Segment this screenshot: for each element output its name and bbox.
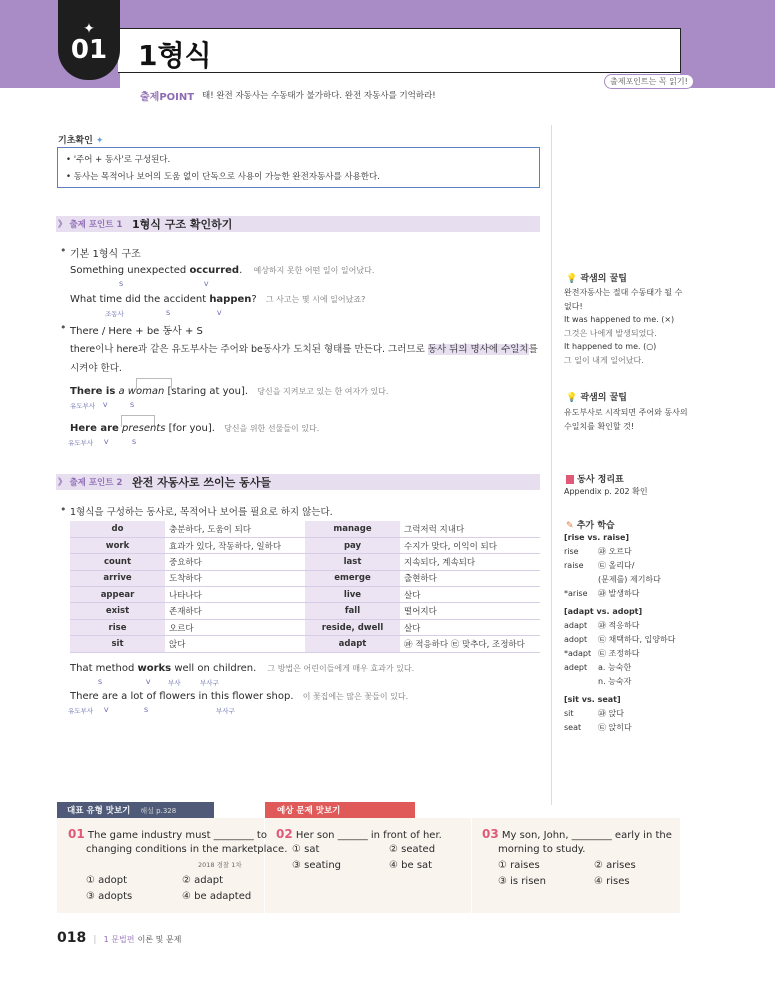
extra-group-row: seat ㉫ 앉히다 — [564, 723, 632, 732]
meaning-cell: 출현하다 — [400, 570, 540, 586]
grammar-label: 부사 — [168, 679, 181, 687]
verb-cell: exist — [70, 603, 165, 619]
extra-group-row: adopt ㉫ 채택하다, 입양하다 — [564, 635, 676, 644]
extra-group-row: sit ㉺ 앉다 — [564, 709, 624, 718]
extra-group-row: *arise ㉺ 발생하다 — [564, 589, 640, 598]
bullet: • — [60, 244, 67, 257]
verb-cell: last — [305, 554, 400, 570]
verb-table-row — [70, 587, 540, 603]
verb-cell: do — [70, 521, 165, 537]
grammar-label: V — [146, 678, 151, 686]
grammar-label: 조동사 — [105, 310, 124, 318]
example-4: Here are presents [for you]. 당신을 위한 선물들이 있다. — [70, 423, 320, 434]
question-divider — [471, 818, 472, 913]
extra-group-title: [adapt vs. adopt] — [564, 607, 643, 616]
basics-item: • 동사는 목적어나 보어의 도움 없이 단독으로 사용이 가능한 완전자동사를 사용한다. — [66, 172, 380, 182]
grammar-label: 유도부사 — [68, 707, 94, 715]
footer-section2: 이론 및 문제 — [137, 935, 182, 944]
page-title: 1형식 — [138, 39, 212, 72]
point1-sub1: 기본 1형식 구조 — [70, 249, 141, 260]
point2-header — [56, 474, 540, 490]
chapter-number-badge — [58, 0, 120, 80]
verb-table — [70, 521, 540, 653]
chapter-number: 01 — [70, 35, 108, 65]
column-divider — [551, 125, 552, 805]
grammar-label: 부사구 — [200, 679, 219, 687]
extra-group-row: (문제를) 제기하다 — [598, 575, 661, 584]
verb-table-row — [70, 603, 540, 619]
verb-cell: rise — [70, 619, 165, 635]
point2-intro: 1형식을 구성하는 동사로, 목적어나 보어를 필요로 하지 않는다. — [70, 507, 333, 518]
example-2: What time did the accident happen? 그 사고는 몇 시에 일어났죠? — [70, 294, 366, 305]
grammar-label: V — [104, 438, 109, 446]
verb-cell: fall — [305, 603, 400, 619]
extra-group-row: rise ㉺ 오르다 — [564, 547, 632, 556]
tip2-title: 💡 곽샘의 꿀팁 — [566, 393, 627, 403]
example-1: Something unexpected occurred. 예상하지 못한 어떤 일이 일어났다. — [70, 265, 375, 276]
extra-study-body — [564, 531, 675, 735]
meaning-cell: 나타나다 — [165, 587, 305, 603]
verb-table-row — [70, 636, 540, 652]
verb-cell: work — [70, 537, 165, 553]
basics-item: • '주어 + 동사'로 구성된다. — [66, 155, 171, 165]
grammar-label: V — [217, 309, 222, 317]
meaning-cell: ㉺ 적응하다 ㉫ 맞추다, 조정하다 — [400, 636, 540, 652]
page-number: 018 — [57, 930, 87, 946]
verb-cell: live — [305, 587, 400, 603]
pencil-icon: ✎ — [566, 521, 574, 531]
tip2-body: 유도부사로 시작되면 주어와 동사의 수일치를 확인할 것! — [564, 408, 688, 431]
grammar-label: V — [204, 280, 209, 288]
lightbulb-icon: 💡 — [566, 393, 578, 403]
sparkle-icon: ✦ — [83, 21, 95, 37]
meaning-cell: 수지가 맞다, 이익이 되다 — [400, 537, 540, 553]
verb-cell: reside, dwell — [305, 619, 400, 635]
meaning-cell: 지속되다, 계속되다 — [400, 554, 540, 570]
example-5: That method works well on children. 그 방법은 어린이들에게 매우 효과가 있다. — [70, 663, 415, 674]
tab-representative: 대표 유형 맛보기 해설 p.328 — [57, 802, 214, 818]
tip1-title: 💡 곽샘의 꿀팁 — [566, 274, 627, 284]
extra-group-row: n. 능숙자 — [598, 677, 632, 686]
point1-label: 》 출제 포인트 1 — [58, 220, 123, 230]
example-6: There are a lot of flowers in this flower shop. 이 꽃집에는 많은 꽃들이 있다. — [70, 691, 409, 702]
grammar-label: S — [132, 438, 137, 446]
verb-cell: manage — [305, 521, 400, 537]
verb-cell: adapt — [305, 636, 400, 652]
grammar-label: V — [104, 706, 109, 714]
verb-table-row — [70, 570, 540, 586]
verb-cell: pay — [305, 537, 400, 553]
bullet: • — [60, 503, 67, 516]
verb-cell: sit — [70, 636, 165, 652]
point1-sub2: There / Here + be 동사 + S — [70, 326, 203, 337]
meaning-cell: 살다 — [400, 619, 540, 635]
extra-group-row: adapt ㉺ 적응하다 — [564, 621, 640, 630]
question-1: 01 The game industry must ________ to changing conditions in the marketplace. 2018 경찰 1차 ① adopt ② adapt ③ adopts ④ be adapted — [68, 827, 288, 902]
extra-group-title: [sit vs. seat] — [564, 695, 621, 704]
footer: 018 | 1 문법편 이론 및 문제 — [57, 930, 182, 946]
grammar-label: 유도부사 — [68, 439, 94, 447]
grammar-label: S — [144, 706, 149, 714]
basics-box — [57, 147, 540, 188]
verb-list-ref: Appendix p. 202 확인 — [564, 487, 648, 496]
grammar-label: S — [98, 678, 103, 686]
tab-expected: 예상 문제 맛보기 — [265, 802, 415, 818]
example-3: There is a woman [staring at you]. 당신을 지켜보고 있는 한 여자가 있다. — [70, 386, 389, 397]
grammar-label: S — [166, 309, 171, 317]
meaning-cell: 효과가 있다, 작동하다, 일하다 — [165, 537, 305, 553]
footer-section: 1 문법편 — [103, 935, 135, 944]
meaning-cell: 오르다 — [165, 619, 305, 635]
verb-cell: emerge — [305, 570, 400, 586]
verb-table-row — [70, 619, 540, 635]
question-2: 02 Her son ______ in front of her. ① sat ② seated ③ seating ④ be sat — [276, 827, 442, 871]
memo-tag: 출제포인트는 꼭 읽기! — [604, 74, 694, 89]
verb-cell: arrive — [70, 570, 165, 586]
verb-cell: count — [70, 554, 165, 570]
grammar-label: S — [119, 280, 124, 288]
grammar-label: S — [130, 401, 135, 409]
meaning-cell: 살다 — [400, 587, 540, 603]
extra-study-title: ✎ 추가 학습 — [566, 521, 615, 531]
extra-group-title: [rise vs. raise] — [564, 533, 630, 542]
grammar-label: 부사구 — [216, 707, 235, 715]
basics-title: 기초확인 ✦ — [58, 136, 104, 146]
meaning-cell: 앉다 — [165, 636, 305, 652]
extra-group-row: *adapt ㉫ 조정하다 — [564, 649, 640, 658]
verb-table-row — [70, 537, 540, 553]
point1-title: 1형식 구조 확인하기 — [132, 218, 233, 231]
point2-title: 완전 자동사로 쓰이는 동사들 — [132, 476, 271, 489]
bullet: • — [60, 321, 67, 334]
grammar-label: 유도부사 — [70, 402, 96, 410]
bookmark-icon — [566, 475, 574, 484]
tip1-body: 완전자동사는 절대 수동태가 될 수 없다! It was happened to me. (×) 그것은 나에게 발생되었다. It happened to me. (○) 그 일이 내게 일어났다. — [564, 288, 683, 365]
sparkle-icon: ✦ — [95, 136, 104, 146]
verb-list-title: 동사 정리표 — [566, 472, 624, 485]
question-3: 03 My son, John, ________ early in the morning to study. ① raises ② arises ③ is risen ④ rises — [482, 827, 672, 887]
meaning-cell: 존재하다 — [165, 603, 305, 619]
point1-description: there이나 here과 같은 유도부사는 주어와 be동사가 도치된 형태를 만든다. 그러므로 동사 뒤의 명사에 수일치를 시켜야 한다. — [70, 344, 538, 374]
point-text: 태! 완전 자동사는 수동태가 불가하다. 완전 자동사를 기억하라! — [202, 91, 436, 101]
meaning-cell: 중요하다 — [165, 554, 305, 570]
meaning-cell: 도착하다 — [165, 570, 305, 586]
meaning-cell: 충분하다, 도움이 되다 — [165, 521, 305, 537]
extra-group-row: adept a. 능숙한 — [564, 663, 632, 672]
grammar-label: V — [103, 401, 108, 409]
extra-group-row: raise ㉫ 올리다/ — [564, 561, 635, 570]
verb-cell: appear — [70, 587, 165, 603]
meaning-cell: 떨어지다 — [400, 603, 540, 619]
verb-table-row — [70, 521, 540, 537]
point2-label: 》 출제 포인트 2 — [58, 478, 123, 488]
meaning-cell: 그럭저럭 지내다 — [400, 521, 540, 537]
point1-header — [56, 216, 540, 232]
verb-table-row — [70, 554, 540, 570]
lightbulb-icon: 💡 — [566, 274, 578, 284]
point-label: 출제POINT — [140, 92, 195, 103]
